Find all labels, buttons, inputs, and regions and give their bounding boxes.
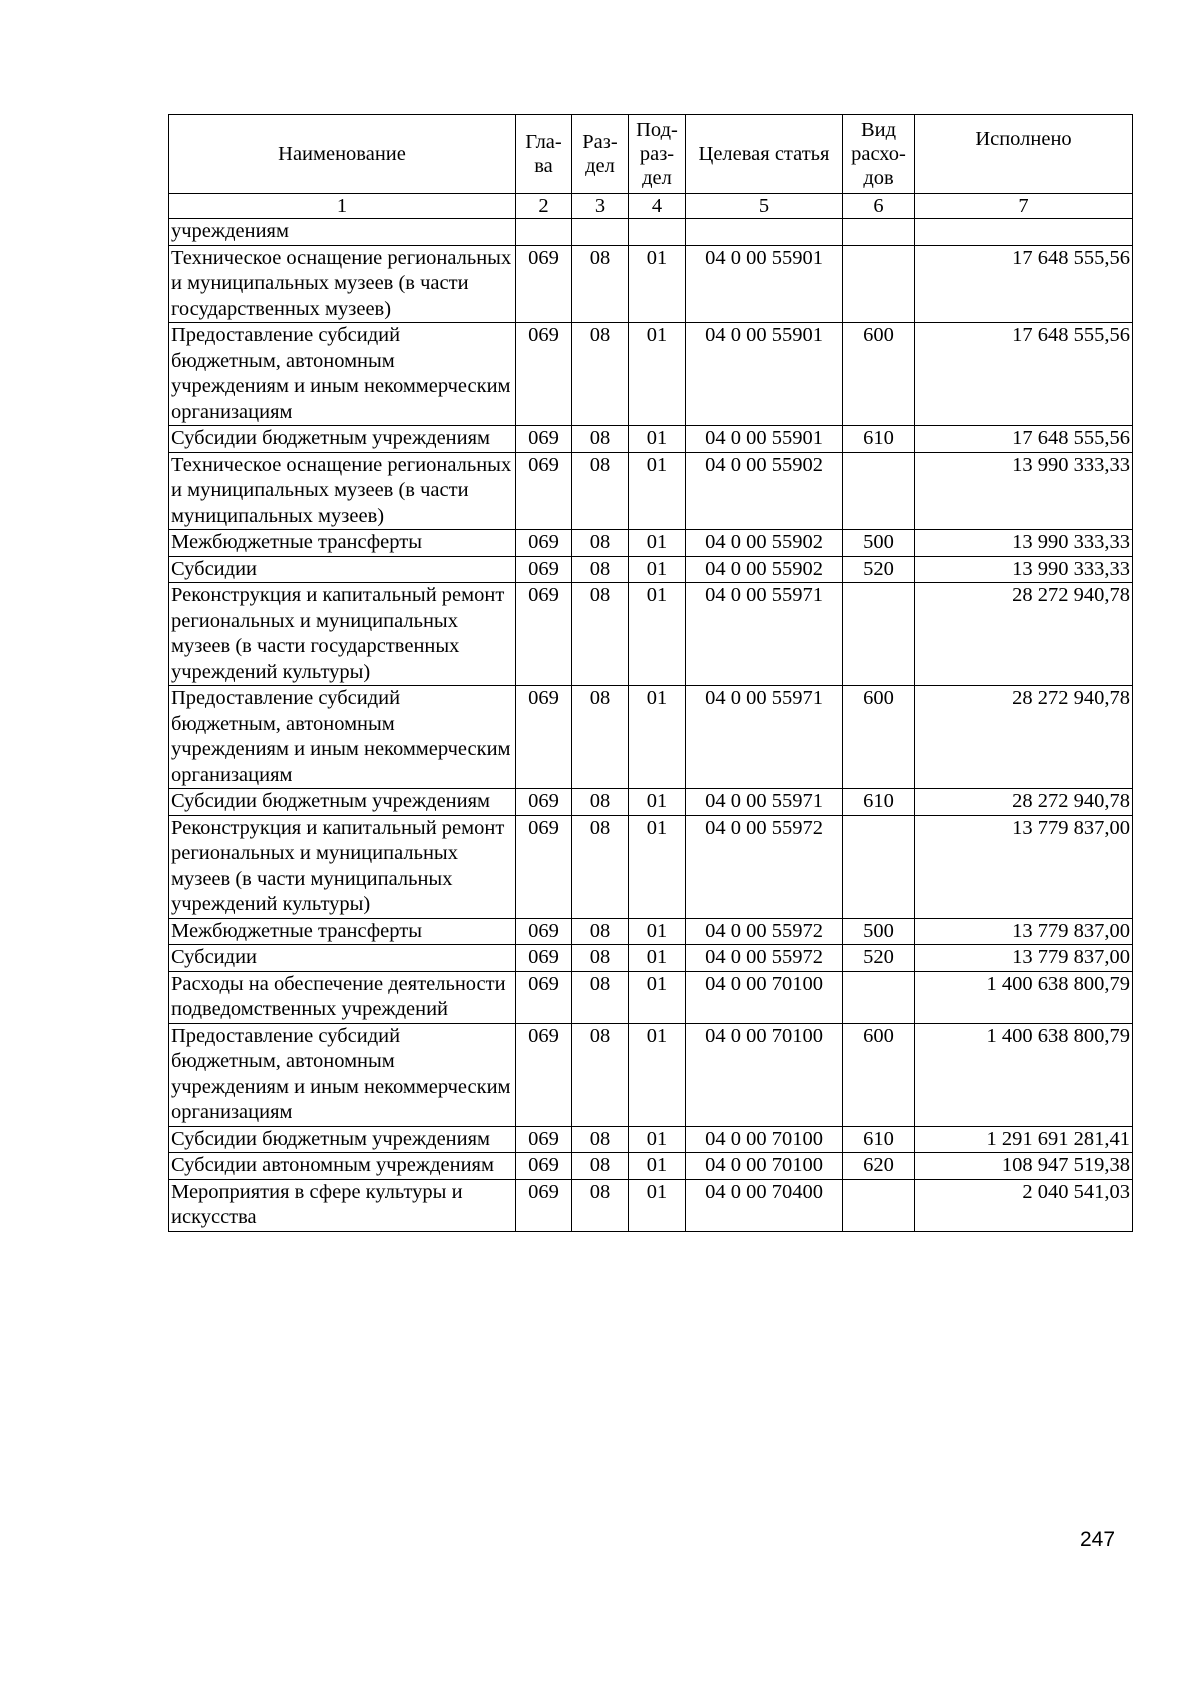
- row-glava-cell: 069: [516, 686, 572, 789]
- column-number: 1: [169, 194, 516, 219]
- row-name-cell: Межбюджетные трансферты: [169, 530, 516, 557]
- header-executed: Исполнено: [915, 115, 1133, 194]
- row-razdel-cell: 08: [572, 1153, 629, 1180]
- row-executed-amount-cell: 17 648 555,56: [915, 323, 1133, 426]
- row-executed-amount-cell: 13 779 837,00: [915, 945, 1133, 972]
- row-razdel-cell: 08: [572, 426, 629, 453]
- row-executed-amount-cell: [915, 219, 1133, 246]
- row-name-cell: Субсидии: [169, 556, 516, 583]
- row-glava-cell: 069: [516, 971, 572, 1023]
- row-target-article-cell: 04 0 00 55901: [686, 323, 843, 426]
- column-number-row: [169, 194, 1133, 219]
- row-name-cell: Субсидии: [169, 945, 516, 972]
- row-expense-type-cell: 520: [843, 556, 915, 583]
- row-executed-amount-cell: 108 947 519,38: [915, 1153, 1133, 1180]
- row-expense-type-cell: 610: [843, 789, 915, 816]
- row-name-cell: Реконструкция и капитальный ремонт региональных и муниципальных музеев (в части муниципальных учреждений культуры): [169, 815, 516, 918]
- table-row: [169, 323, 1133, 426]
- row-podrazdel-cell: 01: [629, 1126, 686, 1153]
- row-name-cell: Расходы на обеспечение деятельности подведомственных учреждений: [169, 971, 516, 1023]
- page-number: 247: [1080, 1528, 1116, 1551]
- row-name-cell: Субсидии бюджетным учреждениям: [169, 789, 516, 816]
- row-executed-amount-cell: 13 779 837,00: [915, 815, 1133, 918]
- row-glava-cell: 069: [516, 1126, 572, 1153]
- row-expense-type-cell: [843, 245, 915, 323]
- table-header: [169, 115, 1133, 219]
- row-expense-type-cell: 500: [843, 918, 915, 945]
- row-razdel-cell: 08: [572, 245, 629, 323]
- row-executed-amount-cell: 1 400 638 800,79: [915, 1023, 1133, 1126]
- row-razdel-cell: 08: [572, 1126, 629, 1153]
- row-target-article-cell: 04 0 00 55971: [686, 686, 843, 789]
- row-podrazdel-cell: 01: [629, 530, 686, 557]
- header-expense-type: Вид расхо- дов: [843, 115, 915, 194]
- row-expense-type-cell: [843, 1179, 915, 1231]
- row-executed-amount-cell: 28 272 940,78: [915, 583, 1133, 686]
- row-podrazdel-cell: 01: [629, 583, 686, 686]
- row-glava-cell: 069: [516, 815, 572, 918]
- row-target-article-cell: 04 0 00 55901: [686, 426, 843, 453]
- row-razdel-cell: 08: [572, 789, 629, 816]
- row-target-article-cell: 04 0 00 70100: [686, 1153, 843, 1180]
- header-glava: Гла- ва: [516, 115, 572, 194]
- row-podrazdel-cell: 01: [629, 426, 686, 453]
- row-expense-type-cell: 610: [843, 1126, 915, 1153]
- row-glava-cell: 069: [516, 1179, 572, 1231]
- table-row: [169, 789, 1133, 816]
- row-glava-cell: 069: [516, 245, 572, 323]
- table-row: [169, 556, 1133, 583]
- row-razdel-cell: 08: [572, 1023, 629, 1126]
- table-row: [169, 452, 1133, 530]
- row-target-article-cell: 04 0 00 70400: [686, 1179, 843, 1231]
- row-razdel-cell: 08: [572, 323, 629, 426]
- row-glava-cell: 069: [516, 426, 572, 453]
- column-number: 3: [572, 194, 629, 219]
- row-expense-type-cell: [843, 815, 915, 918]
- row-target-article-cell: 04 0 00 70100: [686, 971, 843, 1023]
- row-razdel-cell: 08: [572, 686, 629, 789]
- row-podrazdel-cell: 01: [629, 815, 686, 918]
- row-razdel-cell: 08: [572, 1179, 629, 1231]
- row-expense-type-cell: 600: [843, 686, 915, 789]
- row-name-cell: Техническое оснащение региональных и муниципальных музеев (в части муниципальных музеев): [169, 452, 516, 530]
- row-expense-type-cell: 500: [843, 530, 915, 557]
- header-podrazdel: Под- раз- дел: [629, 115, 686, 194]
- row-expense-type-cell: 600: [843, 323, 915, 426]
- row-podrazdel-cell: 01: [629, 323, 686, 426]
- row-glava-cell: 069: [516, 1153, 572, 1180]
- table-row: [169, 426, 1133, 453]
- row-podrazdel-cell: 01: [629, 789, 686, 816]
- row-glava-cell: 069: [516, 530, 572, 557]
- table-row: [169, 945, 1133, 972]
- row-target-article-cell: 04 0 00 55902: [686, 452, 843, 530]
- row-glava-cell: 069: [516, 452, 572, 530]
- row-glava-cell: 069: [516, 945, 572, 972]
- row-expense-type-cell: 600: [843, 1023, 915, 1126]
- row-expense-type-cell: [843, 219, 915, 246]
- column-number: 2: [516, 194, 572, 219]
- row-executed-amount-cell: 1 291 691 281,41: [915, 1126, 1133, 1153]
- row-expense-type-cell: [843, 971, 915, 1023]
- row-glava-cell: 069: [516, 556, 572, 583]
- table-row: [169, 971, 1133, 1023]
- row-name-cell: Субсидии автономным учреждениям: [169, 1153, 516, 1180]
- row-executed-amount-cell: 13 990 333,33: [915, 556, 1133, 583]
- row-glava-cell: [516, 219, 572, 246]
- header-target-article: Целевая статья: [686, 115, 843, 194]
- row-name-cell: Субсидии бюджетным учреждениям: [169, 426, 516, 453]
- row-expense-type-cell: [843, 452, 915, 530]
- column-number: 7: [915, 194, 1133, 219]
- column-number: 5: [686, 194, 843, 219]
- row-target-article-cell: 04 0 00 55902: [686, 530, 843, 557]
- row-name-cell: Субсидии бюджетным учреждениям: [169, 1126, 516, 1153]
- row-target-article-cell: [686, 219, 843, 246]
- row-expense-type-cell: 610: [843, 426, 915, 453]
- header-razdel: Раз- дел: [572, 115, 629, 194]
- table-row: [169, 686, 1133, 789]
- row-target-article-cell: 04 0 00 55971: [686, 583, 843, 686]
- row-razdel-cell: 08: [572, 971, 629, 1023]
- row-name-cell: Межбюджетные трансферты: [169, 918, 516, 945]
- row-razdel-cell: 08: [572, 583, 629, 686]
- row-glava-cell: 069: [516, 323, 572, 426]
- row-podrazdel-cell: 01: [629, 1153, 686, 1180]
- row-glava-cell: 069: [516, 583, 572, 686]
- row-podrazdel-cell: 01: [629, 245, 686, 323]
- row-podrazdel-cell: [629, 219, 686, 246]
- table-row: [169, 1179, 1133, 1231]
- row-name-cell: Предоставление субсидий бюджетным, автономным учреждениям и иным некоммерческим организациям: [169, 323, 516, 426]
- row-target-article-cell: 04 0 00 55971: [686, 789, 843, 816]
- row-executed-amount-cell: 28 272 940,78: [915, 686, 1133, 789]
- row-expense-type-cell: 520: [843, 945, 915, 972]
- row-glava-cell: 069: [516, 1023, 572, 1126]
- table-row: [169, 1153, 1133, 1180]
- table-row: [169, 530, 1133, 557]
- row-expense-type-cell: [843, 583, 915, 686]
- row-podrazdel-cell: 01: [629, 918, 686, 945]
- row-podrazdel-cell: 01: [629, 945, 686, 972]
- row-podrazdel-cell: 01: [629, 1023, 686, 1126]
- row-executed-amount-cell: 13 990 333,33: [915, 530, 1133, 557]
- row-name-cell: учреждениям: [169, 219, 516, 246]
- row-target-article-cell: 04 0 00 55972: [686, 945, 843, 972]
- row-podrazdel-cell: 01: [629, 556, 686, 583]
- row-razdel-cell: 08: [572, 918, 629, 945]
- row-podrazdel-cell: 01: [629, 686, 686, 789]
- table-body: [169, 219, 1133, 1232]
- row-executed-amount-cell: 13 779 837,00: [915, 918, 1133, 945]
- header-name: Наименование: [169, 115, 516, 194]
- row-target-article-cell: 04 0 00 55902: [686, 556, 843, 583]
- column-number: 4: [629, 194, 686, 219]
- table-row: [169, 583, 1133, 686]
- row-razdel-cell: [572, 219, 629, 246]
- row-name-cell: Предоставление субсидий бюджетным, автономным учреждениям и иным некоммерческим организациям: [169, 686, 516, 789]
- row-name-cell: Техническое оснащение региональных и муниципальных музеев (в части государственных музеев): [169, 245, 516, 323]
- row-target-article-cell: 04 0 00 70100: [686, 1023, 843, 1126]
- row-podrazdel-cell: 01: [629, 971, 686, 1023]
- row-glava-cell: 069: [516, 918, 572, 945]
- row-executed-amount-cell: 17 648 555,56: [915, 245, 1133, 323]
- row-target-article-cell: 04 0 00 55972: [686, 918, 843, 945]
- row-name-cell: Мероприятия в сфере культуры и искусства: [169, 1179, 516, 1231]
- row-executed-amount-cell: 2 040 541,03: [915, 1179, 1133, 1231]
- table-row: [169, 245, 1133, 323]
- row-expense-type-cell: 620: [843, 1153, 915, 1180]
- budget-execution-table: [168, 114, 1133, 1232]
- table-row: [169, 1023, 1133, 1126]
- row-target-article-cell: 04 0 00 55972: [686, 815, 843, 918]
- table-row: [169, 815, 1133, 918]
- table-row: [169, 1126, 1133, 1153]
- row-glava-cell: 069: [516, 789, 572, 816]
- row-name-cell: Предоставление субсидий бюджетным, автономным учреждениям и иным некоммерческим организациям: [169, 1023, 516, 1126]
- row-executed-amount-cell: 28 272 940,78: [915, 789, 1133, 816]
- row-executed-amount-cell: 13 990 333,33: [915, 452, 1133, 530]
- row-razdel-cell: 08: [572, 452, 629, 530]
- row-executed-amount-cell: 1 400 638 800,79: [915, 971, 1133, 1023]
- row-razdel-cell: 08: [572, 530, 629, 557]
- row-executed-amount-cell: 17 648 555,56: [915, 426, 1133, 453]
- row-razdel-cell: 08: [572, 556, 629, 583]
- row-podrazdel-cell: 01: [629, 1179, 686, 1231]
- table-row: [169, 219, 1133, 246]
- row-razdel-cell: 08: [572, 945, 629, 972]
- table-row: [169, 918, 1133, 945]
- row-name-cell: Реконструкция и капитальный ремонт региональных и муниципальных музеев (в части государственных учреждений культуры): [169, 583, 516, 686]
- row-target-article-cell: 04 0 00 55901: [686, 245, 843, 323]
- row-target-article-cell: 04 0 00 70100: [686, 1126, 843, 1153]
- row-razdel-cell: 08: [572, 815, 629, 918]
- column-number: 6: [843, 194, 915, 219]
- row-podrazdel-cell: 01: [629, 452, 686, 530]
